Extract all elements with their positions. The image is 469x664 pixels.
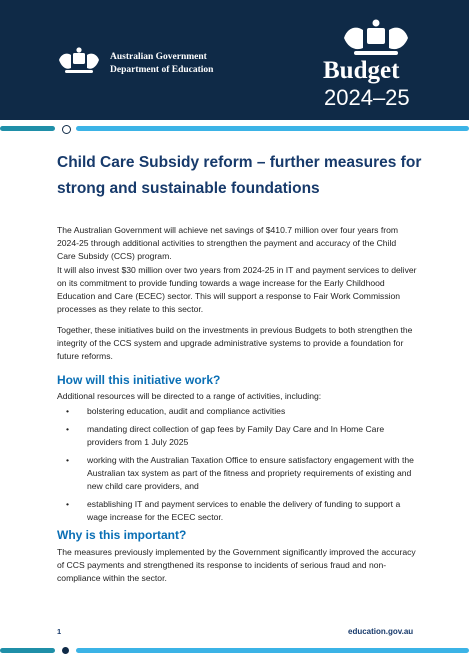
intro-paragraph-1: The Australian Government will achieve net savings of $410.7 million over four years from 2024-25 through additional activities to strengthen the payment and accuracy of the Child Care Subsidy (CCS) program. (57, 225, 399, 261)
list-item: • mandating direct collection of gap fees by Family Day Care and In Home Care providers from 1 July 2025 (57, 423, 417, 449)
department-name: Department of Education (110, 65, 214, 75)
bottom-stripe-left (0, 648, 55, 653)
section-body-why: The measures previously implemented by the Government significantly improved the accuracy of CCS payments and strengthened its response to incidents of serious fraud and non-compliance within the sector. (57, 547, 416, 583)
top-stripe-right (76, 126, 469, 131)
government-wordmark (110, 51, 213, 77)
header-banner (0, 0, 469, 120)
government-name: Australian Government (110, 52, 207, 62)
list-item: • establishing IT and payment services to enable the delivery of funding to support a wage increase for the ECEC sector. (57, 498, 417, 524)
section-heading-why: Why is this important? (57, 528, 187, 542)
coat-of-arms-logo (55, 46, 103, 76)
bottom-stripe-right (76, 648, 469, 653)
page-number: 1 (57, 627, 62, 636)
footer-url[interactable]: education.gov.au (348, 627, 414, 636)
budget-wordmark: Budget (323, 57, 400, 84)
bottom-stripe-dot (62, 647, 69, 654)
top-stripe-left (0, 126, 55, 131)
activity-list (57, 405, 417, 529)
intro-paragraph-2: It will also invest $30 million over two years from 2024-25 in IT and payment services to deliver on its commitment to provide funding towards a wage increase for the Early Childhood Education and Care (ECEC) sector. This will support a response to Fair Work Commission processes as they relate to this sector. (57, 265, 417, 314)
page-title: Child Care Subsidy reform – further measures for strong and sustainable foundations (57, 154, 422, 197)
section-lead: Additional resources will be directed to a range of activities, including: (57, 391, 322, 401)
list-item: • bolstering education, audit and compliance activities (57, 405, 417, 418)
intro-paragraph-3: Together, these initiatives build on the investments in previous Budgets to both strengthen the integrity of the CCS system and upgrade administrative systems to provide a foundation for future reforms. (57, 325, 413, 361)
top-stripe-dot (62, 125, 71, 134)
list-item: • working with the Australian Taxation Office to ensure satisfactory engagement with the Australian tax system as part of the fitness and propriety requirements of existing and new child care providers, and (57, 454, 417, 493)
section-heading-how: How will this initiative work? (57, 373, 221, 387)
budget-crest-logo (338, 18, 414, 58)
budget-year: 2024–25 (324, 85, 410, 110)
